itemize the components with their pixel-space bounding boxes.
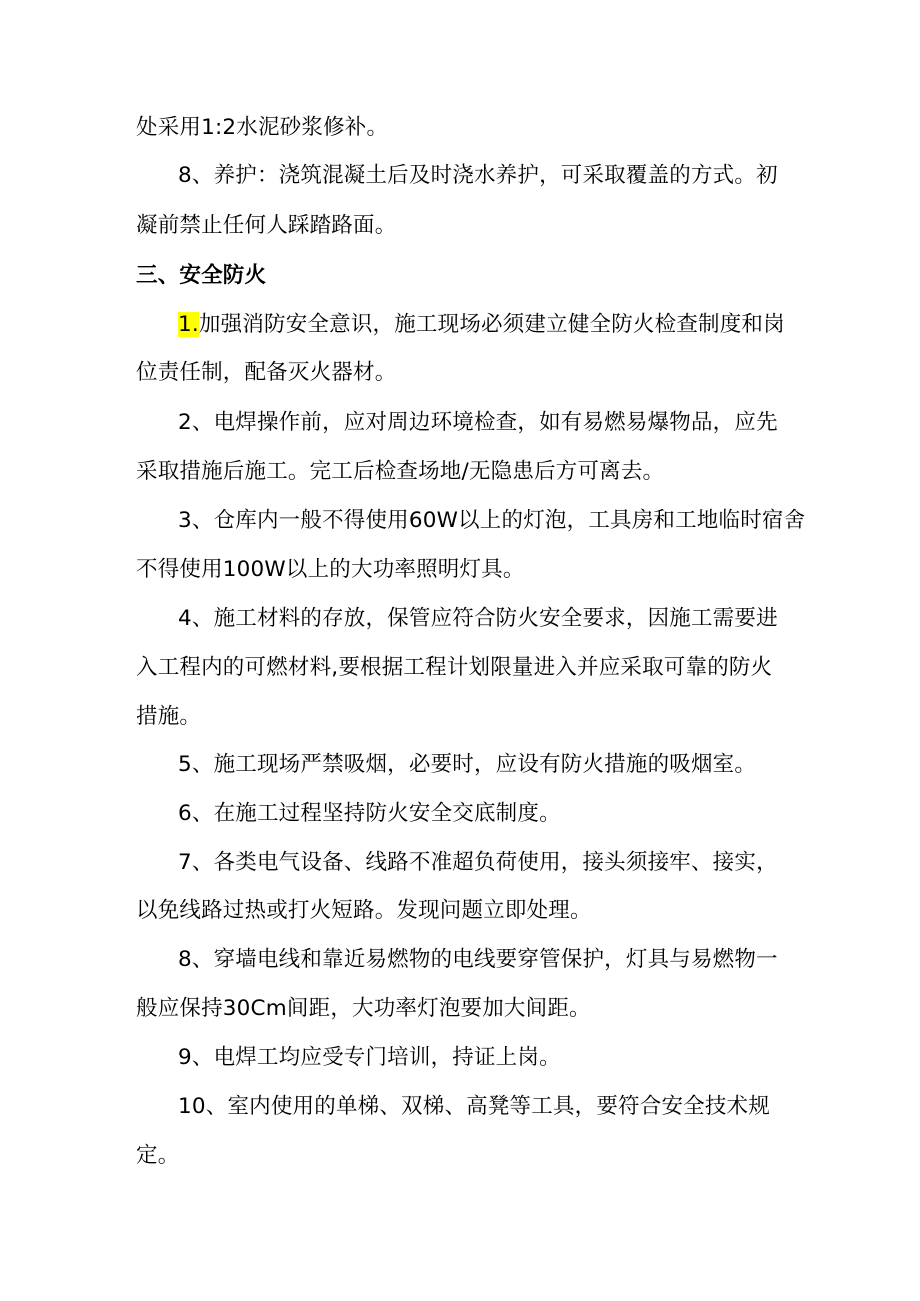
paragraph-line: 位责任制，配备灭火器材。	[136, 360, 397, 385]
paragraph-line: 6、在施工过程坚持防火安全交底制度。	[178, 801, 561, 826]
paragraph-text: 加强消防安全意识，施工现场必须建立健全防火检查制度和岗	[198, 312, 785, 337]
paragraph-line: 以免线路过热或打火短路。发现问题立即处理。	[136, 898, 592, 923]
paragraph-line: 2、电焊操作前，应对周边环境检查，如有易燃易爆物品，应先	[178, 410, 778, 435]
paragraph-line: 定。	[136, 1143, 180, 1168]
paragraph-line: 不得使用100W以上的大功率照明灯具。	[136, 557, 525, 582]
section-heading: 三、安全防火	[136, 263, 267, 288]
paragraph-line: 4、施工材料的存放，保管应符合防火安全要求，因施工需要进	[178, 606, 778, 631]
paragraph-line: 9、电焊工均应受专门培训，持证上岗。	[178, 1045, 561, 1070]
paragraph-line: 3、仓库内一般不得使用60W以上的灯泡，工具房和工地临时宿舍	[178, 508, 806, 533]
paragraph-line	[178, 310, 785, 340]
paragraph-line: 凝前禁止任何人踩踏路面。	[136, 213, 397, 238]
paragraph-line: 5、施工现场严禁吸烟，必要时，应设有防火措施的吸烟室。	[178, 752, 757, 777]
paragraph-line: 入工程内的可燃材料,要根据工程计划限量进入并应采取可靠的防火	[136, 655, 773, 680]
paragraph-line: 7、各类电气设备、线路不准超负荷使用，接头须接牢、接实，	[178, 850, 778, 875]
paragraph-line: 措施。	[136, 704, 202, 729]
paragraph-line: 般应保持30Cm间距，大功率灯泡要加大间距。	[136, 996, 591, 1021]
highlighted-number: 1.	[178, 312, 199, 337]
paragraph-line: 8、养护：浇筑混凝土后及时浇水养护，可采取覆盖的方式。初	[178, 163, 778, 188]
paragraph-line: 8、穿墙电线和靠近易燃物的电线要穿管保护，灯具与易燃物一	[178, 947, 778, 972]
paragraph-line: 采取措施后施工。完工后检查场地/无隐患后方可离去。	[136, 459, 665, 484]
paragraph-line: 处采用1:2水泥砂浆修补。	[136, 115, 389, 140]
paragraph-line: 10、室内使用的单梯、双梯、高凳等工具，要符合安全技术规	[178, 1094, 770, 1119]
